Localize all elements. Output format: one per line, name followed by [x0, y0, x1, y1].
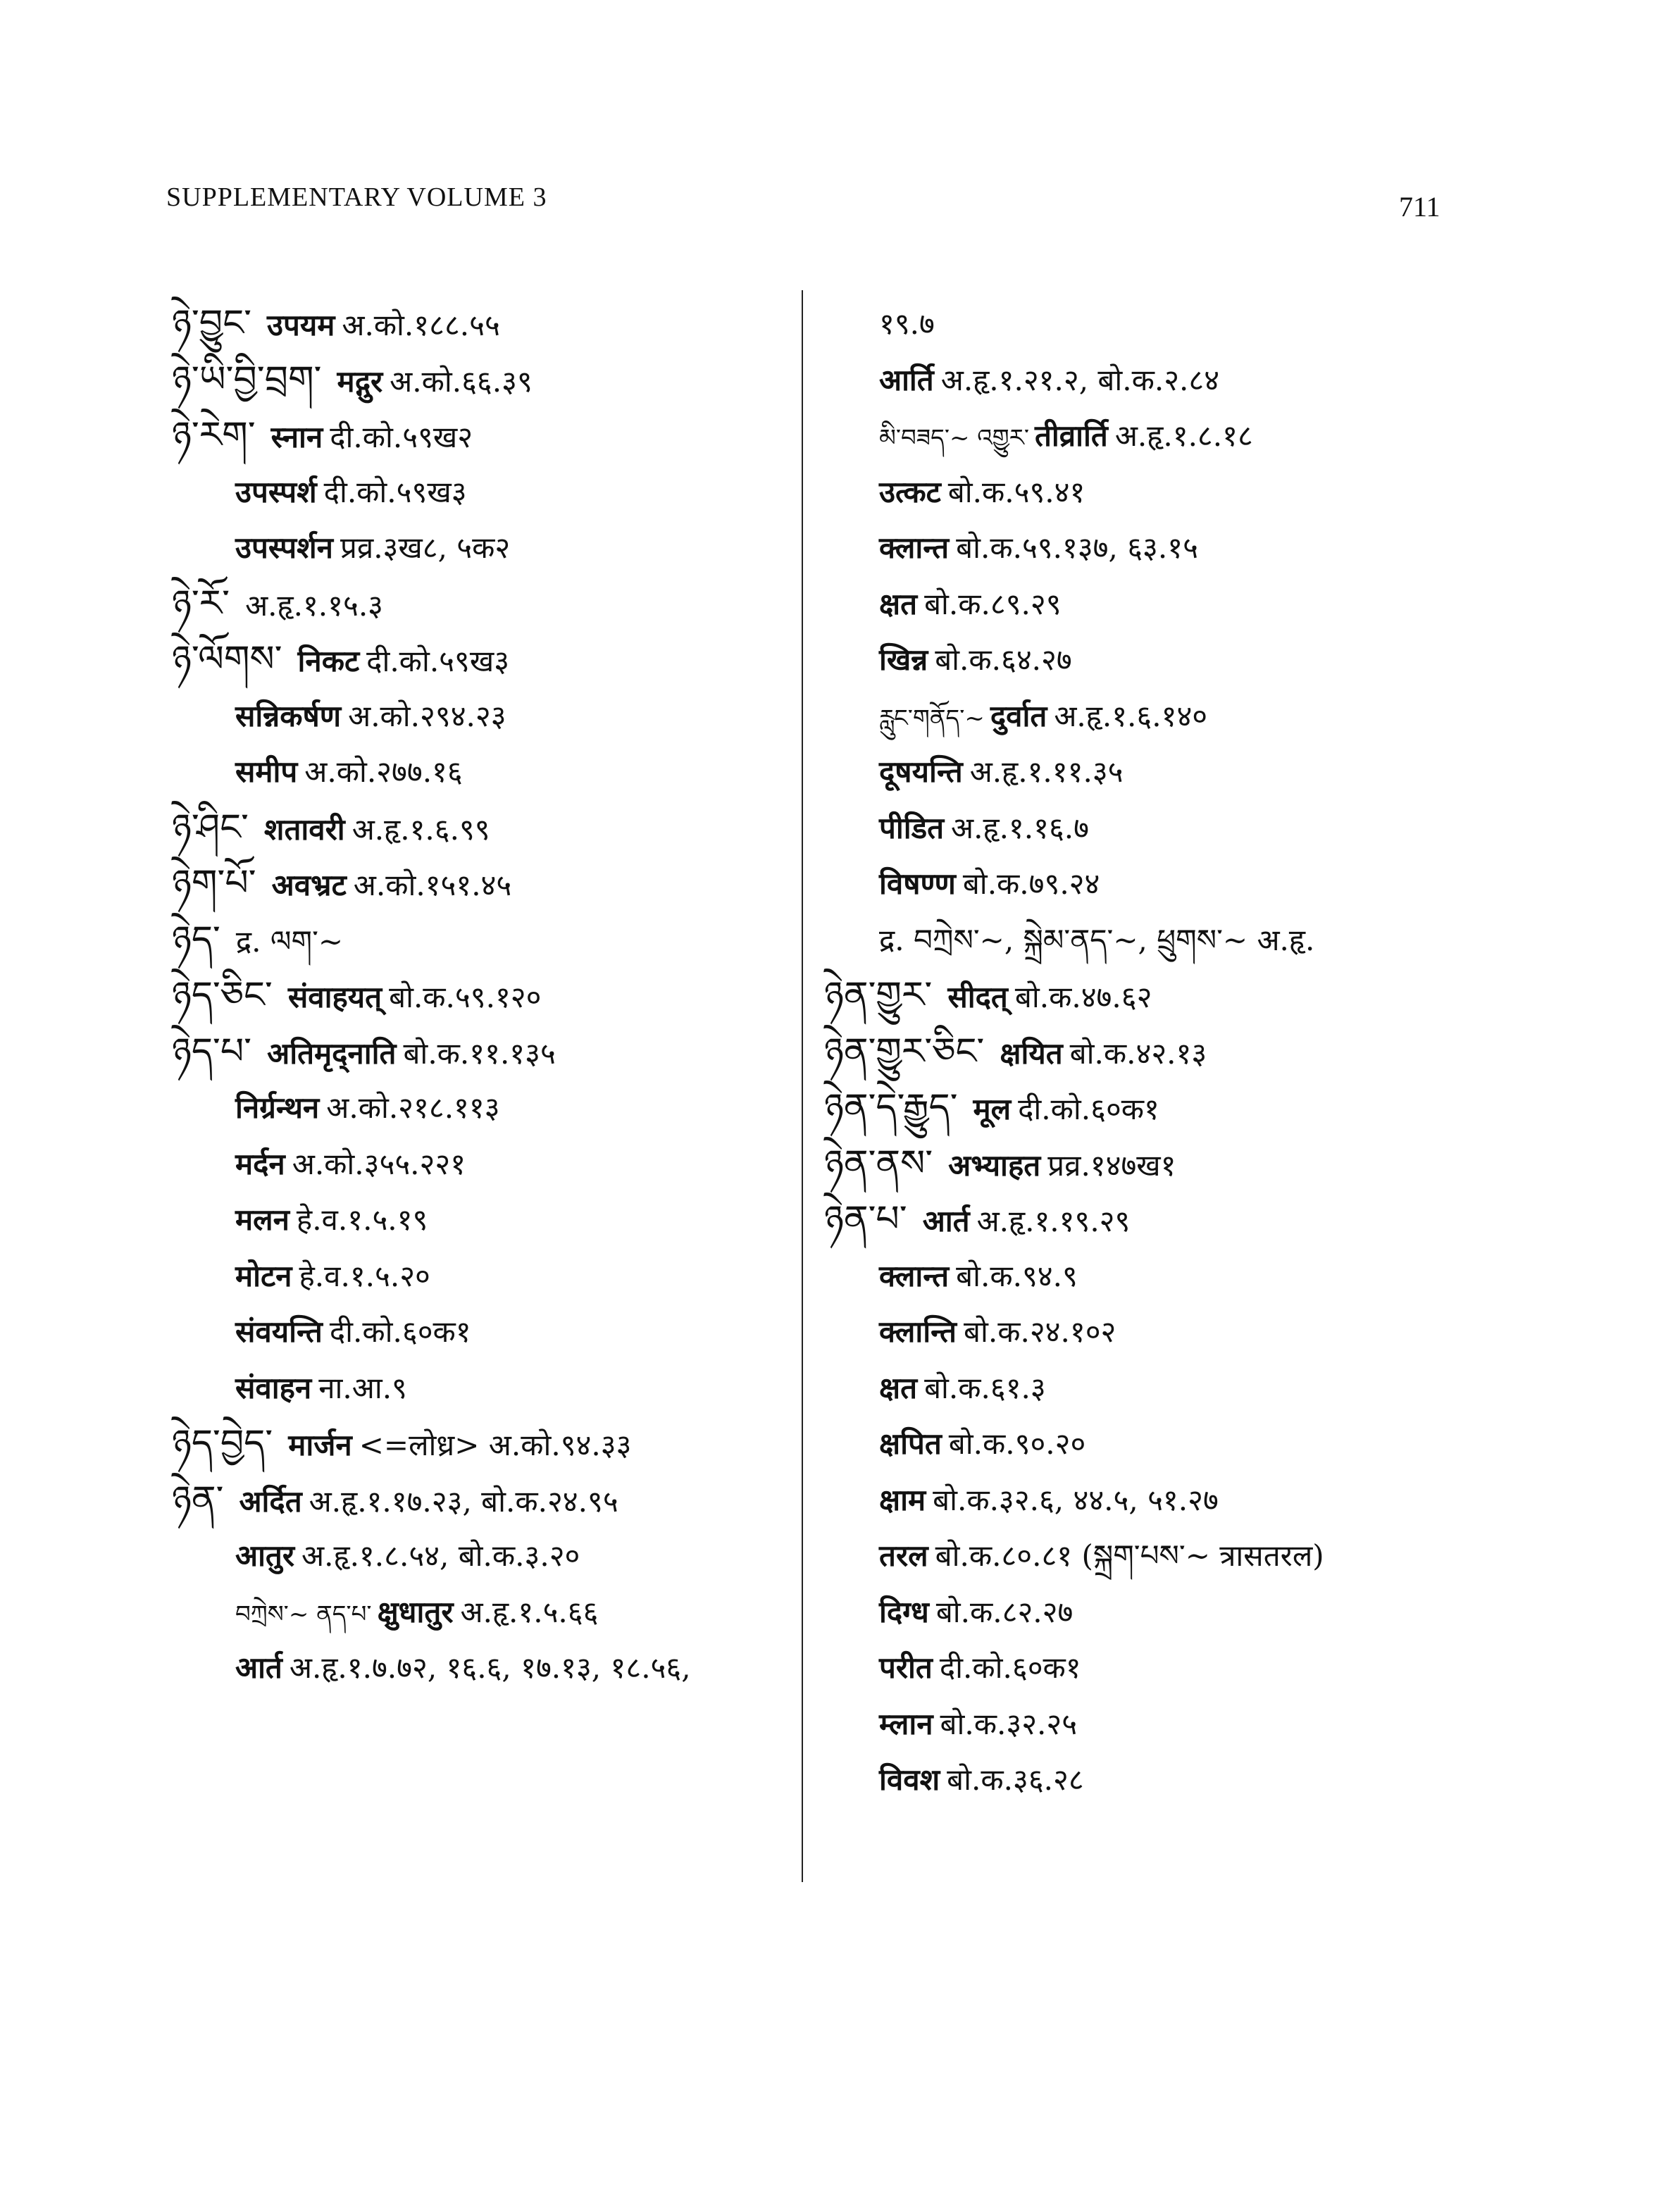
source-reference: दी.को.६०क१ [329, 1314, 471, 1349]
sanskrit-equivalent: संवयन्ति [235, 1314, 323, 1349]
sanskrit-equivalent: उपयम [267, 308, 335, 342]
source-reference: दी.को.५९ख२ [330, 420, 473, 454]
dictionary-entry [172, 856, 792, 912]
source-reference: बो.क.३२.२५ [940, 1706, 1078, 1741]
sanskrit-equivalent: मलन [235, 1202, 290, 1237]
tibetan-headword: ཉེ་བྱུང་ [172, 302, 251, 344]
source-reference: अ.हृ.१.८.५४, बो.क.३.२० [301, 1538, 580, 1573]
dictionary-entry [172, 1304, 792, 1360]
tibetan-headword: ཉེན་ནས་ [824, 1142, 933, 1185]
sanskrit-equivalent: अर्दित [239, 1483, 302, 1519]
source-reference: अ.हृ.१.११.३५ [969, 754, 1124, 789]
dictionary-entry [824, 744, 1529, 800]
source-reference: प्रव्र.३ख८, ५क२ [340, 530, 511, 565]
tibetan-headword: ཉེ་ལོགས་ [172, 638, 282, 680]
sanskrit-equivalent: अतिमृद्नाति [267, 1035, 397, 1071]
source-reference: अ.को.२१८.११३ [326, 1090, 500, 1125]
dictionary-entry [172, 632, 792, 688]
right-column [824, 296, 1529, 1808]
tibetan-headword: ཉེན་གྱུར་ [824, 974, 933, 1016]
sanskrit-equivalent: संवाहयत् [287, 980, 382, 1014]
tibetan-headword: ཉེན་དེ་རྒྱུད་ [824, 1086, 958, 1128]
sanskrit-equivalent: विषण्ण [879, 866, 956, 901]
tibetan-headword: ཉེན་ [172, 1478, 224, 1521]
sanskrit-equivalent: आर्त [235, 1650, 282, 1685]
sanskrit-equivalent: संवाहन [235, 1370, 312, 1405]
dictionary-entry [172, 1136, 792, 1193]
source-reference: दी.को.५९ख३ [366, 644, 510, 678]
source-reference: १९.७ [879, 306, 935, 341]
dictionary-entry [824, 688, 1529, 745]
sanskrit-equivalent: क्लान्त [879, 530, 950, 565]
dictionary-entry [824, 1304, 1529, 1360]
source-reference: अ.को.२९४.२३ [348, 698, 506, 733]
source-reference: अ.हृ.१.१९.२९ [976, 1204, 1131, 1238]
dictionary-entry [172, 1080, 792, 1136]
dictionary-entry [824, 1416, 1529, 1472]
dictionary-entry [824, 968, 1529, 1024]
dictionary-entry [824, 856, 1529, 912]
dictionary-entry [824, 576, 1529, 633]
dictionary-entry [172, 968, 792, 1024]
dictionary-entry [172, 744, 792, 800]
source-reference: अ.हृ.१.६.१४० [1054, 698, 1208, 733]
sanskrit-equivalent: स्नान [270, 420, 323, 454]
source-reference: बो.क.४२.१३ [1069, 1035, 1207, 1071]
sanskrit-equivalent: मर्दन [235, 1146, 285, 1181]
source-reference: बो.क.६१.३ [924, 1370, 1046, 1405]
source-reference: हे.व.१.५.२० [299, 1258, 430, 1293]
sanskrit-equivalent: अभ्याहत [948, 1147, 1041, 1183]
source-reference: बो.क.२४.१०२ [964, 1314, 1116, 1349]
sanskrit-equivalent: दूषयन्ति [879, 754, 963, 789]
tibetan-headword: མི་བཟད་~ འགྱུར་ [879, 424, 1029, 452]
sanskrit-equivalent: आर्ति [879, 362, 934, 397]
sanskrit-equivalent: तरल [879, 1538, 928, 1573]
source-reference: अ.को.६६.३९ [390, 363, 533, 399]
source-reference: बो.क.९४.९ [956, 1258, 1078, 1293]
source-reference: दी.को.६०क१ [1018, 1092, 1159, 1126]
source-reference: द्र. བཀྲེས་~, སྐྲེམ་ནད་~, ཕྲུགས་~ अ.हृ. [879, 922, 1315, 957]
tibetan-headword: ཉེ་ཤིང་ [172, 806, 249, 849]
tibetan-headword: ཉེན་པ་ [824, 1198, 907, 1240]
dictionary-entry [824, 800, 1529, 857]
dictionary-entry [172, 352, 792, 409]
sanskrit-equivalent: तीव्रार्ति [1034, 418, 1108, 453]
tibetan-headword: ཉེད་པ་ [172, 1030, 252, 1073]
sanskrit-equivalent: दुर्वात [990, 698, 1047, 733]
running-title: SUPPLEMENTARY VOLUME 3 [166, 182, 547, 212]
dictionary-entry [172, 1640, 792, 1696]
dictionary-entry [172, 1584, 792, 1640]
tibetan-headword: ཉེ་ཡི་བྱི་བྲག་ [172, 358, 322, 401]
source-reference: अ.हृ.१.८.१८ [1114, 418, 1253, 453]
tibetan-headword: ཉེག་པོ་ [172, 862, 256, 904]
dictionary-entry [172, 1416, 792, 1472]
source-reference: अ.को.१८८.५५ [342, 308, 500, 342]
source-reference: बो.क.११.१३५ [403, 1035, 556, 1071]
tibetan-headword: ཉེན་གྱུར་ཅིང་ [824, 1030, 985, 1073]
sanskrit-equivalent: आतुर [235, 1538, 295, 1573]
tibetan-headword: བཀྲེས་~ ནད་པ་ [235, 1600, 372, 1629]
source-reference: बो.क.३६.२८ [947, 1762, 1084, 1797]
dictionary-entry [824, 1472, 1529, 1529]
sanskrit-equivalent: क्लान्त [879, 1258, 950, 1293]
sanskrit-equivalent: उपस्पर्श [235, 474, 317, 509]
source-reference: <=लोध्र> अ.को.९४.३३ [359, 1428, 632, 1462]
sanskrit-equivalent: खिन्न [879, 642, 928, 677]
sanskrit-equivalent: उत्कट [879, 474, 941, 509]
source-reference: प्रव्र.१४७ख१ [1047, 1147, 1176, 1183]
sanskrit-equivalent: निर्ग्रन्थन [235, 1090, 320, 1125]
source-reference: अ.हृ.१.७.७२, १६.६, १७.१३, १८.५६, [289, 1650, 691, 1685]
sanskrit-equivalent: क्षुधातुर [377, 1594, 454, 1629]
source-reference: बो.क.९०.२० [948, 1426, 1086, 1461]
source-reference: बो.क.८०.८१ (སྐྲག་པས་~ त्रासतरल) [935, 1538, 1324, 1573]
sanskrit-equivalent: क्षपित [879, 1426, 942, 1461]
tibetan-headword: རླུང་གནོད་~ [879, 704, 985, 733]
dictionary-entry [824, 1696, 1529, 1752]
dictionary-entry [172, 520, 792, 576]
sanskrit-equivalent: उपस्पर्शन [235, 530, 333, 565]
dictionary-entry [824, 352, 1529, 409]
sanskrit-equivalent: सन्निकर्षण [235, 698, 342, 733]
source-reference: बो.क.३२.६, ४४.५, ५१.२७ [933, 1482, 1219, 1517]
source-reference: बो.क.८२.२७ [935, 1594, 1074, 1629]
tibetan-headword: ཉེད་བྱེད་ [172, 1422, 273, 1464]
source-reference: बो.क.५९.१२० [389, 980, 542, 1014]
dictionary-entry [172, 576, 792, 633]
dictionary-entry [824, 1248, 1529, 1305]
dictionary-entry [824, 296, 1529, 352]
dictionary-entry [824, 1528, 1529, 1584]
dictionary-entry [824, 1192, 1529, 1248]
sanskrit-equivalent: पीडित [879, 810, 945, 845]
source-reference: अ.हृ.१.६.९९ [351, 811, 490, 847]
dictionary-entry [172, 688, 792, 745]
sanskrit-equivalent: म्लान [879, 1706, 933, 1741]
source-reference: द्र. ལག་~ [235, 923, 344, 959]
dictionary-entry [824, 1080, 1529, 1136]
source-reference: अ.हृ.१.१७.२३, बो.क.२४.९५ [309, 1483, 618, 1519]
sanskrit-equivalent: विवश [879, 1762, 940, 1797]
dictionary-entry [172, 1192, 792, 1248]
sanskrit-equivalent: क्लान्ति [879, 1314, 957, 1349]
sanskrit-equivalent: क्षाम [879, 1482, 926, 1517]
dictionary-entry [824, 1584, 1529, 1640]
sanskrit-equivalent: परीत [879, 1650, 933, 1685]
source-reference: अ.हृ.१.५.६६ [460, 1594, 599, 1629]
source-reference: दी.को.५९ख३ [323, 474, 467, 509]
dictionary-entry [824, 1640, 1529, 1696]
left-column [172, 296, 792, 1696]
sanskrit-equivalent: निकट [297, 644, 360, 678]
source-reference: दी.को.६०क१ [939, 1650, 1081, 1685]
dictionary-entry [824, 408, 1529, 464]
source-reference: अ.को.२७७.१६ [304, 754, 463, 789]
column-divider [802, 290, 803, 1882]
tibetan-headword: ཉེ་རེག་ [172, 414, 256, 456]
dictionary-entry [824, 464, 1529, 521]
source-reference: अ.हृ.१.२१.२, बो.क.२.८४ [940, 362, 1220, 397]
dictionary-entry [172, 1360, 792, 1417]
sanskrit-equivalent: दिग्ध [879, 1594, 929, 1629]
dictionary-entry [172, 1472, 792, 1529]
dictionary-entry [824, 1136, 1529, 1193]
page-number: 711 [1399, 191, 1441, 223]
source-reference: अ.हृ.१.१६.७ [951, 810, 1089, 845]
sanskrit-equivalent: मार्जन [288, 1428, 352, 1462]
tibetan-headword: ཉེ་རོ་ [172, 582, 230, 625]
sanskrit-equivalent: क्षयित [1000, 1035, 1063, 1071]
sanskrit-equivalent: शतावरी [263, 811, 345, 847]
dictionary-entry [172, 1248, 792, 1305]
dictionary-entry [172, 912, 792, 969]
dictionary-entry [824, 1024, 1529, 1081]
dictionary-entry [172, 296, 792, 352]
source-reference: ना.आ.९ [318, 1370, 407, 1405]
dictionary-entry [824, 912, 1529, 969]
source-reference: बो.क.५९.४१ [947, 474, 1085, 509]
dictionary-entry [824, 632, 1529, 688]
dictionary-entry [824, 1360, 1529, 1417]
source-reference: बो.क.८९.२९ [924, 586, 1062, 621]
sanskrit-equivalent: क्षत [879, 1370, 918, 1405]
sanskrit-equivalent: अवभ्रट [271, 868, 347, 902]
sanskrit-equivalent: सीदत् [947, 980, 1008, 1014]
dictionary-entry [172, 408, 792, 464]
source-reference: अ.को.३५५.२२१ [292, 1146, 466, 1181]
source-reference: हे.व.१.५.१९ [296, 1202, 428, 1237]
source-reference: बो.क.४७.६२ [1014, 980, 1152, 1014]
source-reference: बो.क.७९.२४ [962, 866, 1100, 901]
sanskrit-equivalent: मूल [973, 1092, 1012, 1126]
sanskrit-equivalent: क्षत [879, 586, 918, 621]
dictionary-entry [824, 520, 1529, 576]
source-reference: बो.क.५९.१३७, ६३.१५ [956, 530, 1198, 565]
sanskrit-equivalent: मोटन [235, 1258, 292, 1293]
sanskrit-equivalent: मद्गुर [337, 363, 383, 399]
source-reference: अ.हृ.१.१५.३ [245, 587, 384, 623]
tibetan-headword: ཉེད་ཅིང་ [172, 974, 273, 1016]
dictionary-entry [172, 1528, 792, 1584]
source-reference: बो.क.६४.२७ [935, 642, 1072, 677]
dictionary-entry [172, 464, 792, 521]
dictionary-entry [172, 1024, 792, 1081]
sanskrit-equivalent: आर्त [922, 1204, 970, 1238]
sanskrit-equivalent: समीप [235, 754, 298, 789]
source-reference: अ.को.१५१.४५ [353, 868, 512, 902]
dictionary-entry [824, 1752, 1529, 1808]
tibetan-headword: ཉེད་ [172, 918, 220, 961]
dictionary-entry [172, 800, 792, 857]
